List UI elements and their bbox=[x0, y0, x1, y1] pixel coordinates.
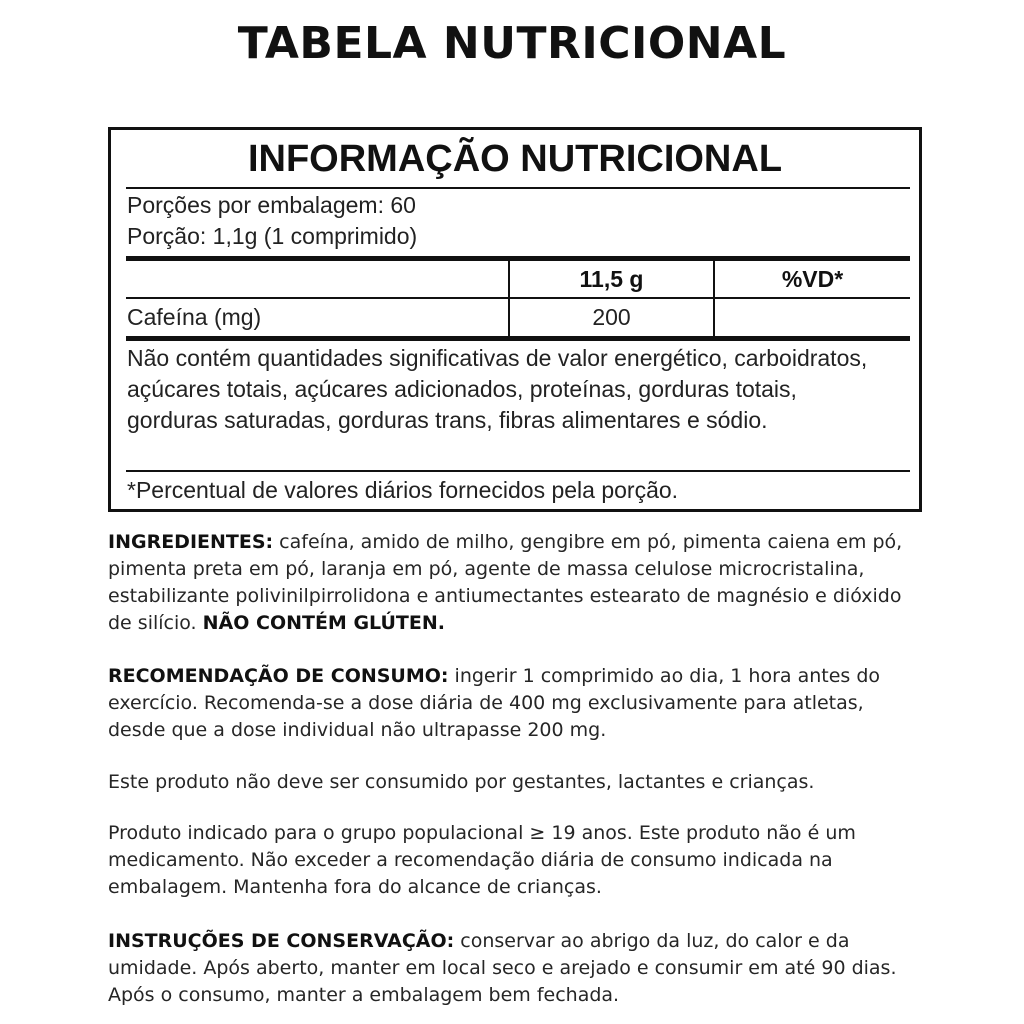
ingredients-label: INGREDIENTES: bbox=[108, 531, 274, 553]
column-header-dv: %VD* bbox=[781, 266, 844, 292]
divider bbox=[126, 470, 910, 472]
divider-thick bbox=[126, 336, 910, 341]
storage-label: INSTRUÇÕES DE CONSERVAÇÃO: bbox=[108, 930, 455, 952]
nutrient-amount: 200 bbox=[592, 304, 631, 330]
nutrition-table-heading: INFORMAÇÃO NUTRICIONAL bbox=[247, 138, 783, 180]
storage-text: conservar ao abrigo da luz, do calor e da umidade. Após aberto, manter em local seco e arejado e consumir em até 90 dias. Após o consumo, manter a embalagem bem fechada. bbox=[108, 930, 897, 1006]
nutrition-footnote: *Percentual de valores diários fornecidos pela porção. bbox=[127, 477, 679, 503]
ingredients-section bbox=[108, 529, 918, 637]
servings-per-package: Porções por embalagem: 60 bbox=[127, 192, 416, 218]
consumption-section bbox=[108, 663, 918, 744]
page-title: TABELA NUTRICIONAL bbox=[237, 18, 787, 69]
warning-age-group: Produto indicado para o grupo populacional ≥ 19 anos. Este produto não é um medicamento. Não exceder a recomendação diária de consumo indicada na embalagem. Mantenha fora do alcance de crianças. bbox=[108, 822, 856, 898]
nutrition-facts-table bbox=[108, 127, 922, 512]
divider bbox=[126, 187, 910, 189]
column-header-amount: 11,5 g bbox=[579, 266, 644, 292]
nutrient-name: Cafeína (mg) bbox=[127, 304, 262, 330]
nutrition-disclaimer: Não contém quantidades significativas de valor energético, carboidratos, açúcares totais, açúcares adicionados, proteínas, gorduras totais, gorduras saturadas, gorduras trans, fibras alimentares e sódio. bbox=[127, 345, 868, 433]
ingredients-text: cafeína, amido de milho, gengibre em pó, pimenta caiena em pó, pimenta preta em pó, laranja em pó, agente de massa celulose microcristalina, estabilizante polivinilpirrolidona e antiumectantes estearato de magnésio e dióxido de silício. bbox=[108, 531, 903, 634]
gluten-note: NÃO CONTÉM GLÚTEN. bbox=[202, 612, 445, 634]
divider-thick bbox=[126, 256, 910, 261]
storage-section bbox=[108, 928, 918, 1009]
consumption-text: ingerir 1 comprimido ao dia, 1 hora antes do exercício. Recomenda-se a dose diária de 400 mg exclusivamente para atletas, desde que a dose individual não ultrapasse 200 mg. bbox=[108, 665, 881, 741]
consumption-label: RECOMENDAÇÃO DE CONSUMO: bbox=[108, 665, 449, 687]
divider bbox=[126, 297, 910, 299]
warning-pregnancy: Este produto não deve ser consumido por gestantes, lactantes e crianças. bbox=[108, 771, 815, 793]
serving-size: Porção: 1,1g (1 comprimido) bbox=[127, 223, 418, 249]
